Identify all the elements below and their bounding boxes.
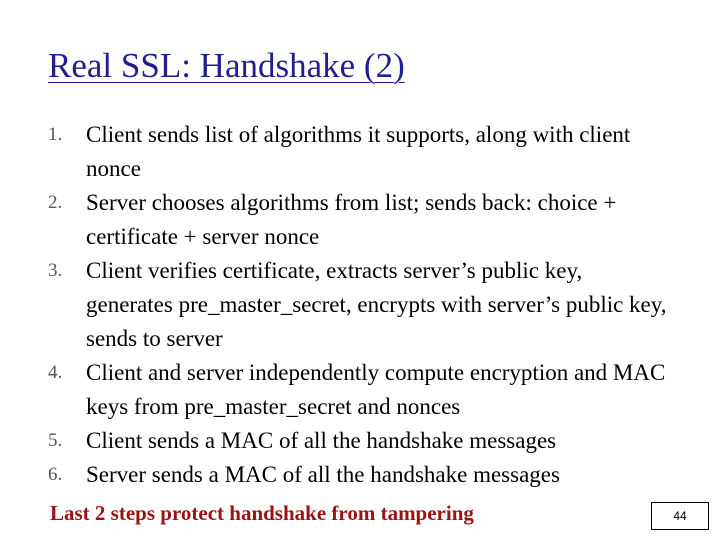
- step-number: 6.: [48, 464, 63, 485]
- step-text: Client verifies certificate, extracts server’s public key, generates pre_master_secret, encrypts with server’s public key, sends to server: [86, 258, 667, 351]
- step-text: Client sends list of algorithms it supports, along with client nonce: [86, 122, 631, 181]
- step-item: [48, 458, 668, 492]
- step-item: [48, 254, 668, 356]
- step-text: Client sends a MAC of all the handshake messages: [86, 428, 557, 453]
- step-text: Client and server independently compute encryption and MAC keys from pre_master_secret and nonces: [86, 360, 666, 419]
- page-number-box: 44: [651, 502, 709, 530]
- slide-title: Real SSL: Handshake (2): [48, 46, 405, 85]
- step-number: 5.: [48, 430, 63, 451]
- step-text: Server chooses algorithms from list; sends back: choice + certificate + server nonce: [86, 190, 617, 249]
- step-item: [48, 186, 668, 254]
- step-item: [48, 356, 668, 424]
- step-item: [48, 424, 668, 458]
- step-number: 2.: [48, 192, 63, 213]
- step-number: 1.: [48, 124, 63, 145]
- summary-note: Last 2 steps protect handshake from tampering: [50, 501, 474, 525]
- handshake-steps-list: [48, 118, 668, 492]
- step-text: Server sends a MAC of all the handshake messages: [86, 462, 560, 487]
- step-number: 4.: [48, 362, 63, 383]
- step-item: [48, 118, 668, 186]
- step-number: 3.: [48, 260, 63, 281]
